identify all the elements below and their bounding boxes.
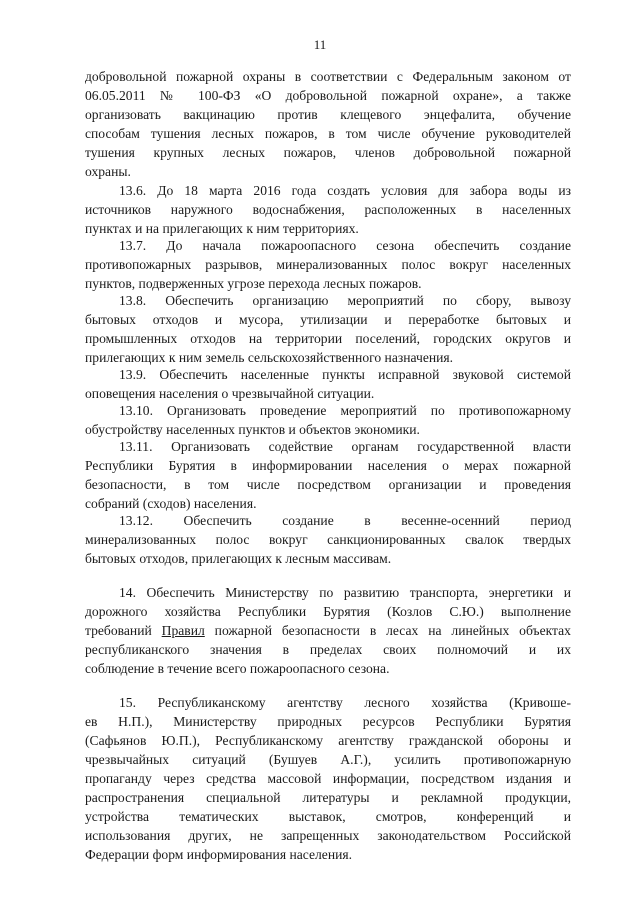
text-line: пунктов, подверженных угрозе перехода лесных пожаров.	[85, 276, 422, 291]
paragraph-13-10-first-line: 13.10. Организовать проведение мероприятий по противопожарному	[119, 403, 571, 418]
text-line: минерализованных полос вокруг санкционированных свалок твердых	[85, 532, 571, 547]
text-line: Федерации форм информирования населения.	[85, 847, 353, 862]
text-line: добровольной пожарной охраны в соответствии с Федеральным законом от	[85, 69, 571, 84]
paragraph-13-6-first-line: 13.6. До 18 марта 2016 года создать условия для забора воды из	[119, 183, 571, 198]
text-line: 06.05.2011 № 100-ФЗ «О добровольной пожарной охране», а также	[85, 88, 571, 103]
text-line: источников наружного водоснабжения, расположенных в населенных	[85, 202, 571, 217]
text-line: устройства тематических выставок, смотров, конференций и	[85, 809, 571, 824]
text-line: чрезвычайных ситуаций (Бушуев А.Г.), усилить противопожарную	[85, 752, 571, 767]
text-line: прилегающих к ним земель сельскохозяйственного назначения.	[85, 350, 454, 365]
text-line: пунктах и на прилегающих к ним территориях.	[85, 221, 359, 236]
text-line: способам тушения лесных пожаров, в том числе обучение руководителей	[85, 126, 571, 141]
text-line: бытовых отходов и мусора, утилизации и переработке бытовых и	[85, 312, 571, 327]
text-line: безопасности, в том числе посредством организации и проведения	[85, 477, 571, 492]
text-line: бытовых отходов, прилегающих к лесным массивам.	[85, 551, 392, 566]
text-line: оповещения населения о чрезвычайной ситуации.	[85, 386, 375, 401]
text-line: использования других, не запрещенных законодательством Российской	[85, 828, 571, 843]
paragraph-13-9-first-line: 13.9. Обеспечить населенные пункты исправной звуковой системой	[119, 367, 571, 382]
text-line: собраний (сходов) населения.	[85, 496, 257, 511]
text-line-with-link: требований Правил пожарной безопасности в лесах на линейных объектах	[85, 623, 571, 638]
paragraph-13-11-first-line: 13.11. Организовать содействие органам государственной власти	[119, 439, 571, 454]
text-line: охраны.	[85, 164, 131, 179]
rules-link[interactable]: Правил	[161, 623, 205, 638]
page-number: 11	[313, 37, 327, 52]
paragraph-15-first-line: 15. Республиканскому агентству лесного хозяйства (Кривоше-	[119, 695, 571, 710]
text-line: организовать вакцинацию против клещевого энцефалита, обучение	[85, 107, 571, 122]
paragraph-13-12-first-line: 13.12. Обеспечить создание в весенне-осенний период	[119, 513, 571, 528]
text-line: дорожного хозяйства Республики Бурятия (Козлов С.Ю.) выполнение	[85, 604, 571, 619]
text-line: ев Н.П.), Министерству природных ресурсов Республики Бурятия	[85, 714, 571, 729]
text-line: пропаганду через средства массовой информации, посредством издания и	[85, 771, 571, 786]
text-line: противопожарных разрывов, минерализованных полос вокруг населенных	[85, 257, 571, 272]
text-line: распространения специальной литературы и рекламной продукции,	[85, 790, 571, 805]
text-line: тушения крупных лесных пожаров, членов добровольной пожарной	[85, 145, 571, 160]
text-line: Республики Бурятия в информировании населения о мерах пожарной	[85, 458, 571, 473]
text-line: республиканского значения в пределах своих полномочий и их	[85, 642, 571, 657]
paragraph-13-7-first-line: 13.7. До начала пожароопасного сезона обеспечить создание	[119, 238, 571, 253]
paragraph-13-8-first-line: 13.8. Обеспечить организацию мероприятий по сбору, вывозу	[119, 293, 571, 308]
text-line: (Сафьянов Ю.П.), Республиканскому агентству гражданской обороны и	[85, 733, 571, 748]
text-line: обустройству населенных пунктов и объектов экономики.	[85, 422, 420, 437]
paragraph-14-first-line: 14. Обеспечить Министерству по развитию транспорта, энергетики и	[119, 585, 571, 600]
text-line: соблюдение в течение всего пожароопасного сезона.	[85, 661, 390, 676]
text-line: промышленных отходов на территории поселений, городских округов и	[85, 331, 571, 346]
